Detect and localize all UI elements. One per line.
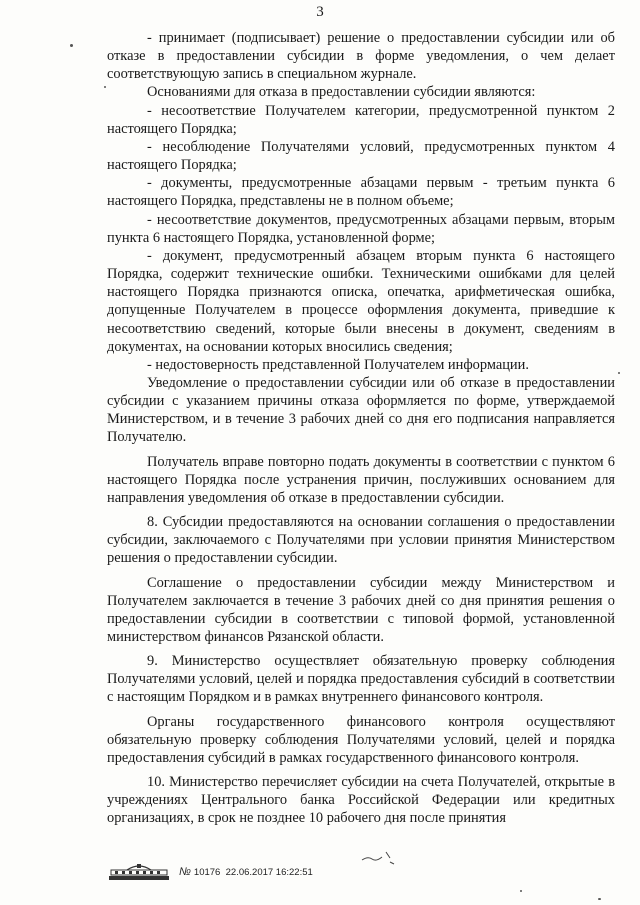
paragraph: - недостоверность представленной Получателем информации. — [147, 356, 529, 373]
document-registration-number — [179, 866, 313, 878]
paragraph: - документы, предусмотренные абзацами первым - третьим пункта 6 настоящего Порядка, представлены не в полном объеме; — [107, 175, 615, 210]
paragraph: Основаниями для отказа в предоставлении субсидии являются: — [147, 84, 536, 101]
scan-speck — [70, 44, 73, 47]
scan-speck — [618, 372, 620, 374]
scan-speck — [104, 86, 106, 88]
scan-speck — [598, 898, 601, 900]
registration-datetime: 22.06.2017 16:22:51 — [225, 867, 313, 878]
paragraph: 10. Министерство перечисляет субсидии на счета Получателей, открытые в учреждениях Центрального банка Российской Федерации или кредитных организациях, в срок не позднее 10 рабочего дня после принятия — [107, 774, 615, 827]
paragraph: - документ, предусмотренный абзацем вторым пункта 6 настоящего Порядка, содержит технические ошибки. Техническими ошибками для целей настоящего Порядка признаются описка, опечатка, арифметическая ошибка, допущенные Получателем в процессе оформления документа, приведшие к несоответствию сведений, которые были внесены в документ, сведениям в документах, на основании которых вносились сведения; — [107, 247, 615, 355]
number-symbol: № — [179, 866, 191, 878]
registry-building-stamp-icon — [107, 861, 171, 883]
scan-speck — [520, 890, 522, 892]
paragraph: Органы государственного финансового контроля осуществляют обязательную проверку соблюдения Получателями условий, целей и порядка предоставления субсидий в рамках государственного финансового контроля. — [107, 713, 615, 766]
paragraph: Уведомление о предоставлении субсидии или об отказе в предоставлении субсидии с указанием причины отказа оформляется по форме, утверждаемой Министерством, и в течение 3 рабочих дней со дня его подписания направляется Получателю. — [107, 374, 615, 446]
paragraph: - несоответствие документов, предусмотренных абзацами первым, вторым пункта 6 настоящего Порядка, установленной форме; — [107, 211, 615, 246]
paragraph: - несоблюдение Получателями условий, предусмотренных пунктом 4 настоящего Порядка; — [107, 138, 615, 174]
page-number: 3 — [316, 4, 324, 20]
paragraph: 8. Субсидии предоставляются на основании соглашения о предоставлении субсидии, заключаемого с Получателями при условии принятия Министерством решения о предоставлении субсидии. — [107, 514, 615, 567]
paragraph: - несоответствие Получателем категории, предусмотренной пунктом 2 настоящего Порядка; — [107, 102, 615, 137]
document-footer — [107, 860, 347, 884]
paragraph: Соглашение о предоставлении субсидии между Министерством и Получателем заключается в течение 3 рабочих дней со дня принятия решения о предоставлении субсидии в соответствии с типовой формой, установленной министерством финансов Рязанской области. — [107, 574, 615, 645]
paragraph: 9. Министерство осуществляет обязательную проверку соблюдения Получателями условий, целей и порядка предоставления субсидий в соответствии с настоящим Порядком и в рамках внутреннего финансового контроля. — [107, 653, 615, 706]
paragraph: - принимает (подписывает) решение о предоставлении субсидии или об отказе в предоставлении субсидии в форме уведомления, о чем делает соответствующую запись в специальном журнале. — [107, 30, 615, 83]
document-body — [107, 29, 615, 828]
paragraph: Получатель вправе повторно подать документы в соответствии с пунктом 6 настоящего Порядка после устранения причин, послуживших основанием для направления уведомления об отказе в предоставлении субсидии. — [107, 453, 615, 506]
registration-number: 10176 — [193, 867, 221, 878]
scan-scribble-mark — [360, 846, 400, 866]
